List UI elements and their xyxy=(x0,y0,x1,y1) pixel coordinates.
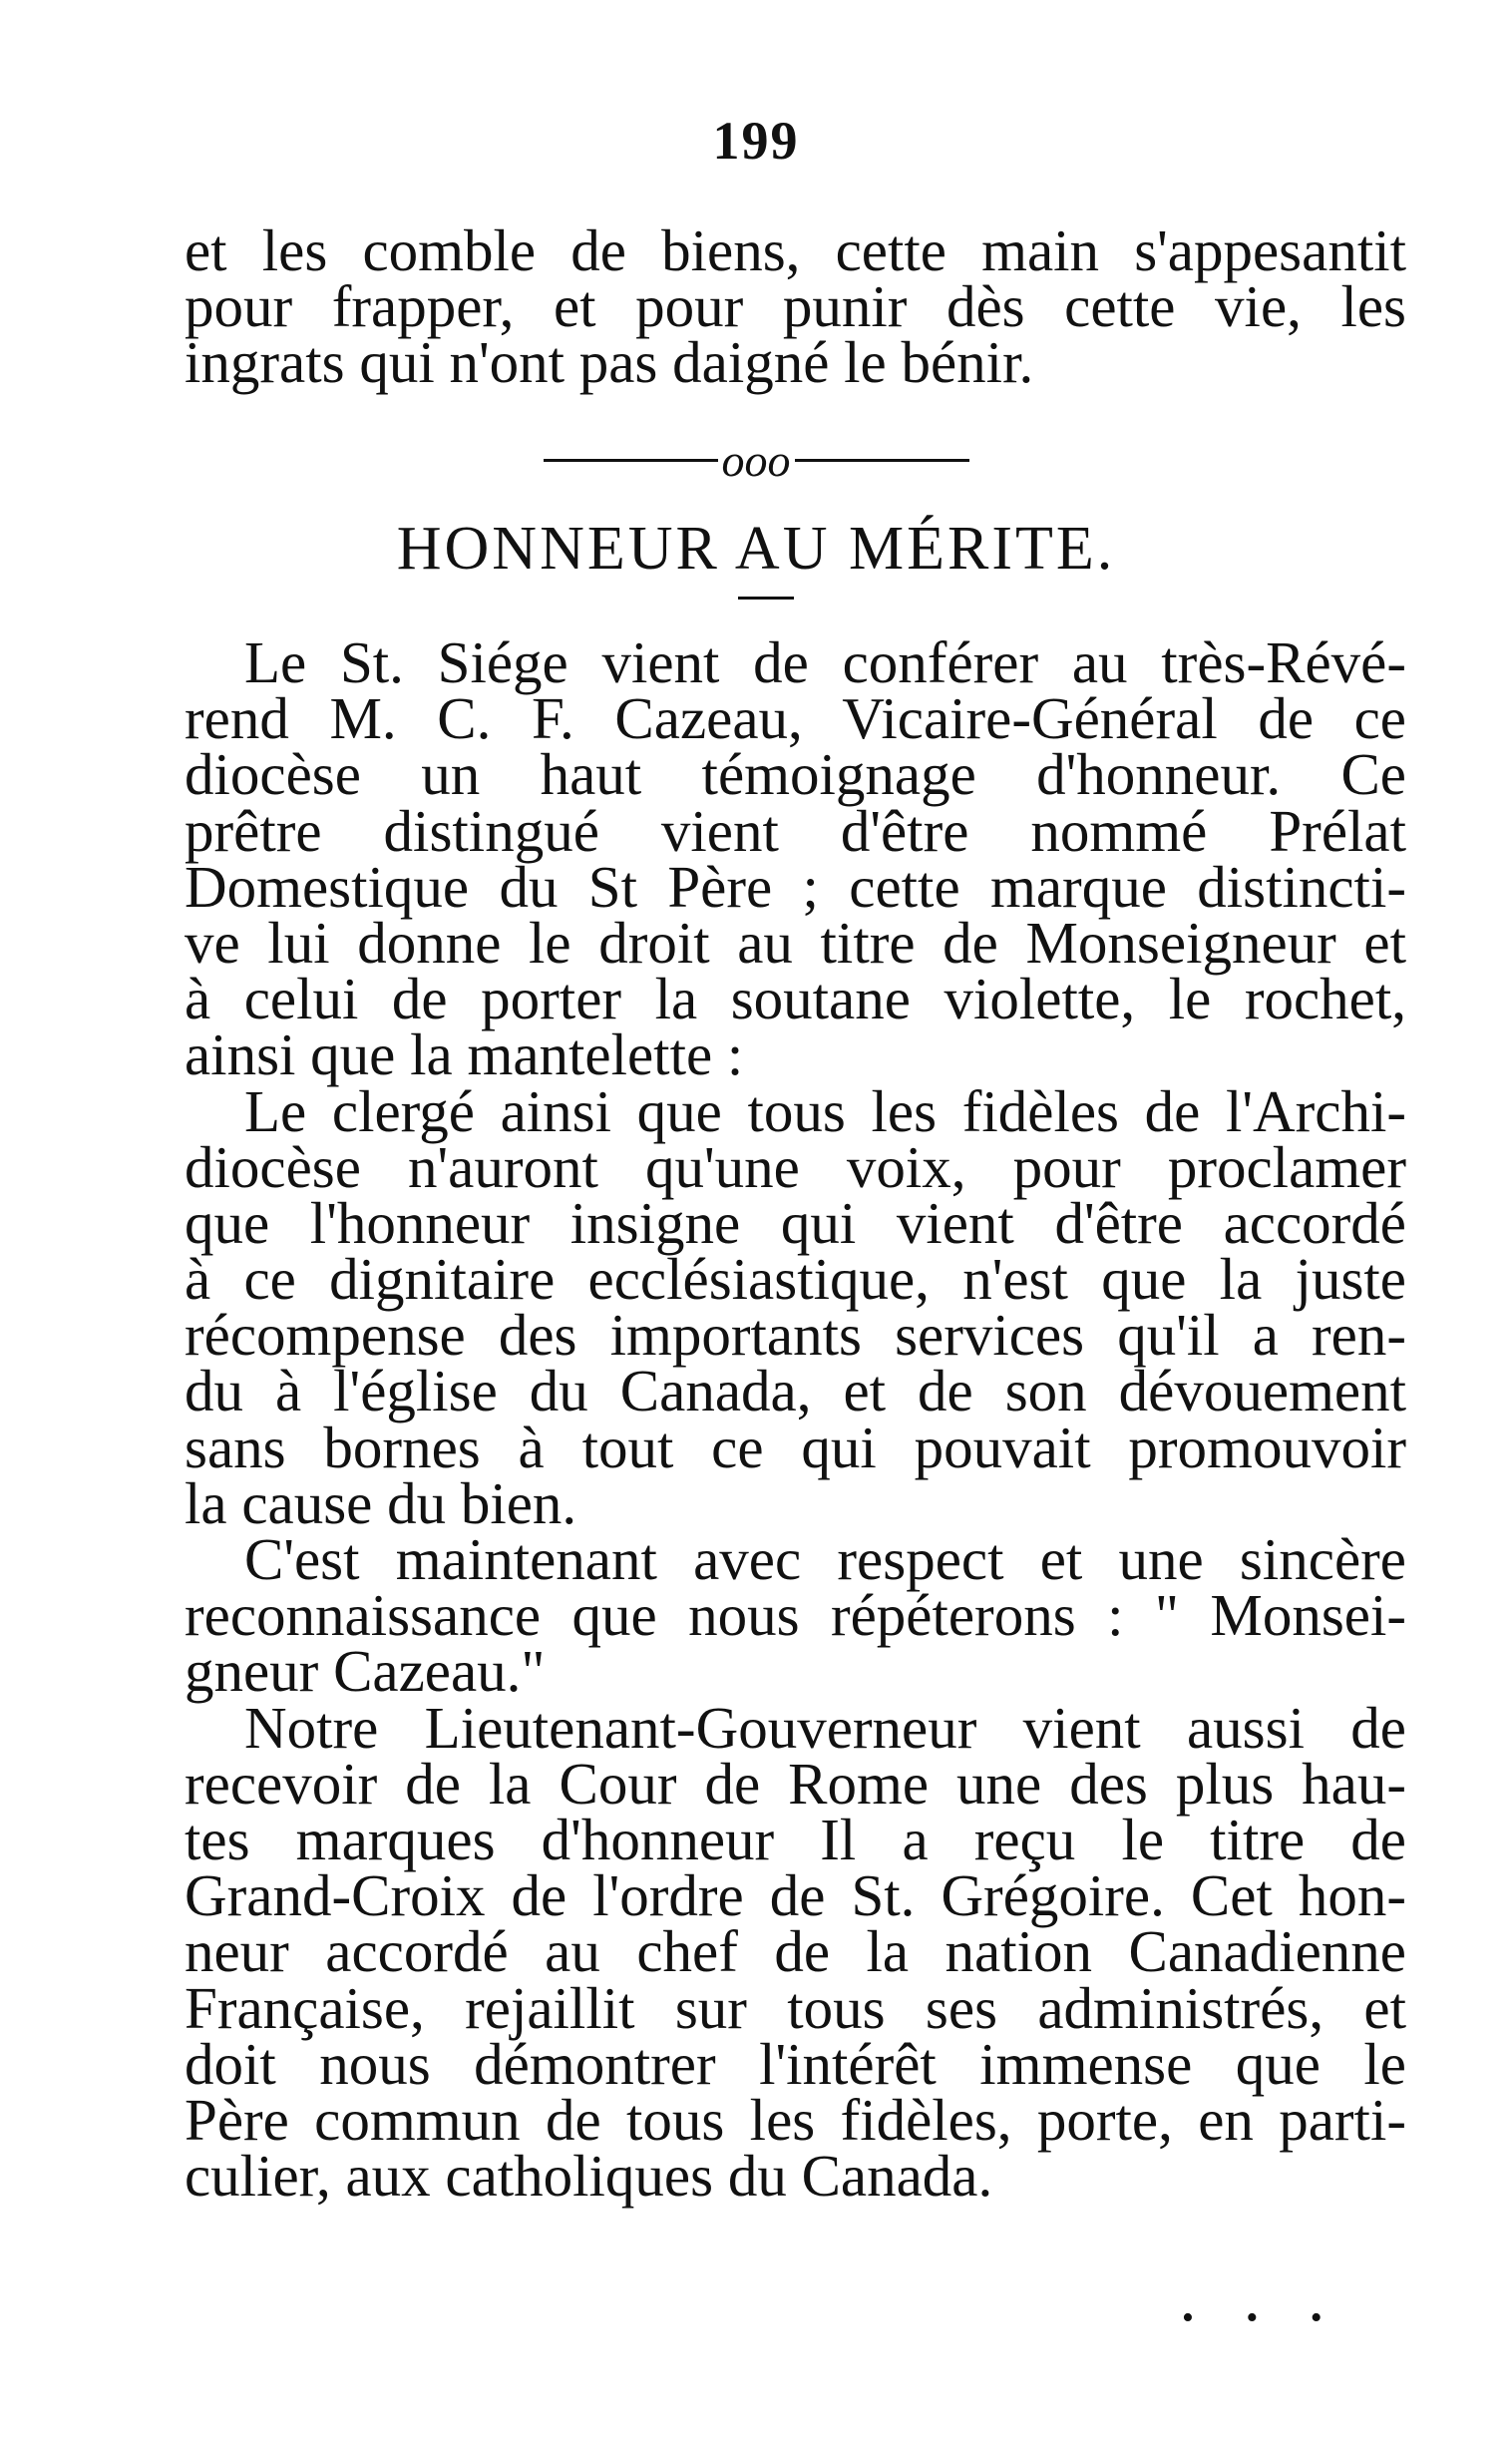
footer-dots: • • • xyxy=(1182,2299,1344,2336)
text-line: Française, rejaillit sur tous ses administrés, et xyxy=(185,1974,1406,2041)
text-line: et les comble de biens, cette main s'appesantit xyxy=(185,217,1406,283)
text-line: ve lui donne le droit au titre de Monseigneur et xyxy=(185,909,1406,976)
text-line: sans bornes à tout ce qui pouvait promouvoir xyxy=(185,1414,1406,1480)
text-line: C'est maintenant avec respect et une sincère xyxy=(244,1526,1406,1592)
text-line: Grand-Croix de l'ordre de St. Grégoire. Cet hon- xyxy=(185,1862,1406,1929)
text-line: gneur Cazeau." xyxy=(185,1638,546,1705)
text-line: Le St. Siége vient de conférer au très-Révé- xyxy=(244,629,1406,695)
text-line: diocèse n'auront qu'une voix, pour proclamer xyxy=(185,1133,1406,1200)
text-line: doit nous démontrer l'intérêt immense que le xyxy=(185,2030,1406,2097)
text-line: reconnaissance que nous répéterons : " Monsei- xyxy=(185,1582,1406,1649)
text-line: Père commun de tous les fidèles, porte, en parti- xyxy=(185,2086,1406,2153)
text-line: diocèse un haut témoignage d'honneur. Ce xyxy=(185,741,1406,808)
text-line: pour frapper, et pour punir dès cette vie, les xyxy=(185,273,1406,340)
text-line: rend M. C. F. Cazeau, Vicaire-Général de ce xyxy=(185,685,1406,752)
text-line: du à l'église du Canada, et de son dévouement xyxy=(185,1358,1406,1424)
text-line: Le clergé ainsi que tous les fidèles de l'Archi- xyxy=(244,1077,1406,1144)
separator-rule-right xyxy=(795,459,969,462)
text-line: recevoir de la Cour de Rome une des plus hau- xyxy=(185,1750,1406,1817)
opening-paragraph xyxy=(185,217,1406,396)
text-line: à ce dignitaire ecclésiastique, n'est que la juste xyxy=(185,1246,1406,1313)
page-number: 199 xyxy=(712,111,800,171)
section-separator xyxy=(0,429,1512,487)
text-line: ainsi que la mantelette : xyxy=(185,1021,744,1088)
text-line: récompense des importants services qu'il a ren- xyxy=(185,1302,1406,1369)
article-body xyxy=(185,629,1406,2210)
text-line: tes marques d'honneur Il a reçu le titre de xyxy=(185,1806,1406,1872)
text-line: la cause du bien. xyxy=(185,1469,577,1536)
text-line: ingrats qui n'ont pas daigné le bénir. xyxy=(185,329,1034,396)
text-line: prêtre distingué vient d'être nommé Prélat xyxy=(185,797,1406,864)
text-line: neur accordé au chef de la nation Canadienne xyxy=(185,1918,1406,1985)
text-line: que l'honneur insigne qui vient d'être accordé xyxy=(185,1189,1406,1256)
text-line: Domestique du St Père ; cette marque distincti- xyxy=(185,853,1406,920)
text-line: Notre Lieutenant-Gouverneur vient aussi de xyxy=(244,1694,1406,1761)
separator-mark: ooo xyxy=(721,434,791,486)
separator-rule-left xyxy=(544,459,718,462)
text-line: à celui de porter la soutane violette, le rochet, xyxy=(185,966,1406,1032)
heading-rule xyxy=(738,597,794,600)
text-line: culier, aux catholiques du Canada. xyxy=(185,2143,993,2210)
section-heading: HONNEUR AU MÉRITE. xyxy=(396,515,1116,583)
